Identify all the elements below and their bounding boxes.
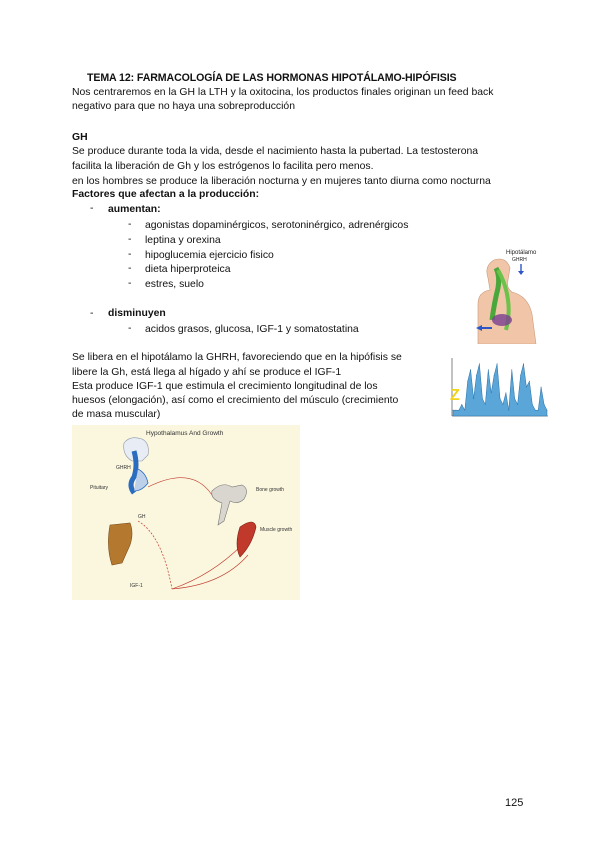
increase-item: estres, suelo	[145, 279, 204, 290]
diagram-label-ghrh: GHRH	[116, 465, 131, 471]
gh-data-point	[529, 381, 530, 382]
gh-line-1: Se produce durante toda la vida, desde el nacimiento hasta la pubertad. La testosterona	[72, 146, 479, 157]
gh-data-point	[485, 404, 486, 405]
gh-data-point	[459, 410, 460, 411]
increase-item: leptina y orexina	[145, 235, 221, 246]
gh-data-point	[491, 392, 492, 393]
gh-data-point	[500, 398, 501, 399]
igf-line-2: huesos (elongación), así como el crecimiento del músculo (crecimiento	[72, 395, 399, 406]
gh-data-point	[544, 404, 545, 405]
gh-data-point	[494, 375, 495, 376]
factors-heading: Factores que afectan a la producción:	[72, 189, 260, 200]
gh-data-point	[482, 398, 483, 399]
bullet-dash: -	[128, 263, 132, 274]
gh-data-point	[476, 375, 477, 376]
gh-data-point	[461, 404, 462, 405]
gh-heading: GH	[72, 132, 88, 143]
increase-item: hipoglucemia ejercicio fisico	[145, 250, 274, 261]
diagram-label-gh: GH	[138, 514, 146, 520]
gh-data-point	[503, 404, 504, 405]
gh-data-point	[514, 398, 515, 399]
bullet-dash: -	[128, 219, 132, 230]
gh-data-point	[479, 363, 480, 364]
gh-data-point	[456, 410, 457, 411]
gh-data-point	[453, 410, 454, 411]
gh-data-point	[488, 369, 489, 370]
gh-secretion-chart	[440, 350, 552, 440]
diagram-label-muscle: Muscle growth	[260, 527, 293, 533]
gh-data-point	[547, 410, 548, 411]
gh-data-point	[511, 369, 512, 370]
ghrh-line-2: libere la Gh, está llega al hígado y ahí se produce el IGF-1	[72, 367, 342, 378]
igf-line-3: de masa muscular)	[72, 409, 161, 420]
gh-data-point	[467, 381, 468, 382]
diagram-label-bone: Bone growth	[256, 487, 285, 493]
bullet-dash: -	[128, 278, 132, 289]
body-figure	[448, 244, 548, 344]
gh-data-point	[464, 410, 465, 411]
decrease-label: disminuyen	[108, 308, 166, 319]
gh-data-point	[535, 410, 536, 411]
gh-data-point	[538, 410, 539, 411]
gh-data-point	[473, 398, 474, 399]
igf-line-1: Esta produce IGF-1 que estimula el crecimiento longitudinal de los	[72, 381, 378, 392]
gh-line-2: facilita la liberación de Gh y los estrógenos lo facilita pero menos.	[72, 161, 374, 172]
intro-line-2: negativo para que no haya una sobreproducción	[72, 101, 295, 112]
increase-item: dieta hiperproteica	[145, 264, 231, 275]
diagram-label-pituitary: Pituitary	[90, 485, 109, 491]
intro-line-1: Nos centraremos en la GH la LTH y la oxitocina, los productos finales originan un feed back	[72, 87, 494, 98]
bullet-dash: -	[128, 234, 132, 245]
document-title: TEMA 12: FARMACOLOGÍA DE LAS HORMONAS HIPOTÁLAMO-HIPÓFISIS	[87, 72, 457, 84]
increase-label: aumentan:	[108, 204, 161, 215]
gh-data-point	[506, 392, 507, 393]
hypothalamus-growth-diagram	[72, 425, 300, 600]
increase-item: agonistas dopaminérgicos, serotoninérgico, adrenérgicos	[145, 220, 409, 231]
body-figure-label-ghrh: GHRH	[512, 257, 527, 263]
body-figure-label-top: Hipotálamo	[506, 250, 537, 256]
decrease-item: acidos grasos, glucosa, IGF-1 y somatostatina	[145, 324, 359, 335]
gh-data-point	[497, 363, 498, 364]
sleep-z-icon: Z	[450, 387, 460, 404]
bullet-dash: -	[90, 203, 94, 214]
bullet-dash: -	[128, 323, 132, 334]
diagram-label-igf: IGF-1	[130, 583, 143, 589]
gh-data-point	[520, 375, 521, 376]
gh-data-point	[508, 410, 509, 411]
gh-data-point	[517, 404, 518, 405]
gh-data-point	[470, 369, 471, 370]
gh-data-point	[526, 387, 527, 388]
gh-data-point	[541, 387, 542, 388]
page-number: 125	[505, 797, 524, 809]
gh-data-point	[523, 363, 524, 364]
bullet-dash: -	[128, 249, 132, 260]
ghrh-line-1: Se libera en el hipotálamo la GHRH, favoreciendo que en la hipófisis se	[72, 352, 402, 363]
bullet-dash: -	[90, 308, 94, 319]
diagram-title: Hypothalamus And Growth	[146, 430, 224, 437]
gh-data-point	[532, 404, 533, 405]
gh-line-3: en los hombres se produce la liberación nocturna y en mujeres tanto diurna como nocturna	[72, 176, 491, 187]
